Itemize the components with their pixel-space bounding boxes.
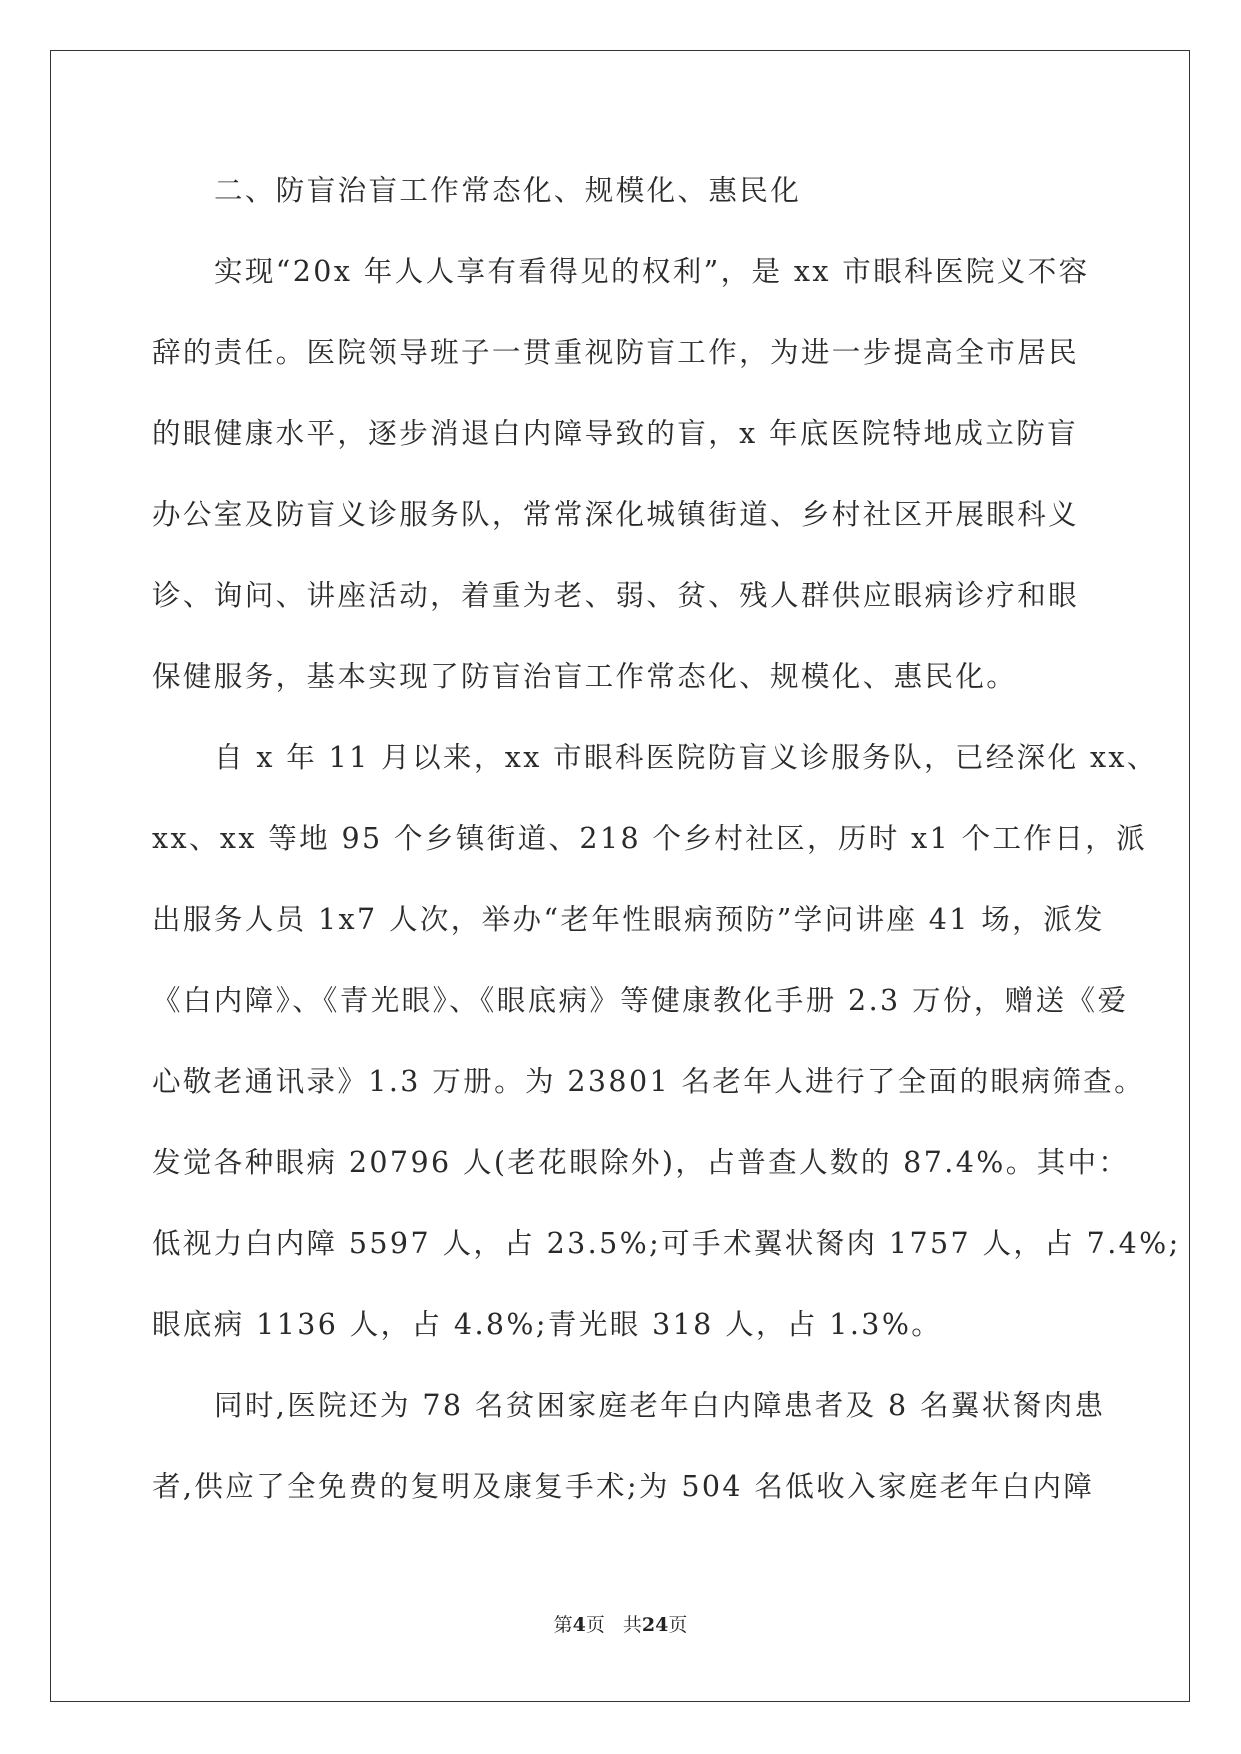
paragraph-line: xx、xx 等地 95 个乡镇街道、218 个乡村社区，历时 x1 个工作日，派	[152, 822, 1148, 855]
paragraph-line: 办公室及防盲义诊服务队，常常深化城镇街道、乡村社区开展眼科义	[152, 498, 1080, 531]
paragraph-line: 心敬老通讯录》1.3 万册。为 23801 名老年人进行了全面的眼病筛查。	[152, 1065, 1145, 1098]
paragraph-line: 出服务人员 1x7 人次，举办“老年性眼病预防”学问讲座 41 场，派发	[152, 903, 1105, 936]
paragraph-line: 眼底病 1136 人，占 4.8%;青光眼 318 人，占 1.3%。	[152, 1308, 943, 1341]
paragraph-line: 保健服务，基本实现了防盲治盲工作常态化、规模化、惠民化。	[152, 660, 1018, 693]
paragraph-line: 者,供应了全免费的复明及康复手术;为 504 名低收入家庭老年白内障	[152, 1470, 1095, 1503]
page-footer	[0, 1610, 1241, 1637]
paragraph-line: 的眼健康水平，逐步消退白内障导致的盲，x 年底医院特地成立防盲	[152, 417, 1079, 450]
page-number: 4	[572, 1614, 586, 1636]
page-unit: 页	[585, 1614, 605, 1636]
paragraph-line: 发觉各种眼病 20796 人(老花眼除外)，占普查人数的 87.4%。其中：	[152, 1146, 1130, 1179]
paragraph-line: 同时,医院还为 78 名贫困家庭老年白内障患者及 8 名翼状胬肉患	[214, 1389, 1106, 1422]
total-pages: 24	[641, 1614, 669, 1636]
paragraph-line: 实现“20x 年人人享有看得见的权利”，是 xx 市眼科医院义不容	[214, 255, 1090, 288]
document-body	[152, 165, 1181, 1542]
section-heading: 二、防盲治盲工作常态化、规模化、惠民化	[214, 174, 802, 207]
paragraph-line: 低视力白内障 5597 人，占 23.5%;可手术翼状胬肉 1757 人，占 7.4%;	[152, 1227, 1181, 1260]
total-prefix: 共	[622, 1614, 642, 1636]
page-prefix: 第	[553, 1614, 573, 1636]
total-unit: 页	[668, 1614, 688, 1636]
paragraph-line: 诊、询问、讲座活动，着重为老、弱、贫、残人群供应眼病诊疗和眼	[152, 579, 1080, 612]
paragraph-line: 《白内障》、《青光眼》、《眼底病》等健康教化手册 2.3 万份，赠送《爱	[152, 984, 1129, 1017]
paragraph-line: 辞的责任。医院领导班子一贯重视防盲工作，为进一步提高全市居民	[152, 336, 1080, 369]
paragraph-line: 自 x 年 11 月以来，xx 市眼科医院防盲义诊服务队，已经深化 xx、	[214, 741, 1158, 774]
